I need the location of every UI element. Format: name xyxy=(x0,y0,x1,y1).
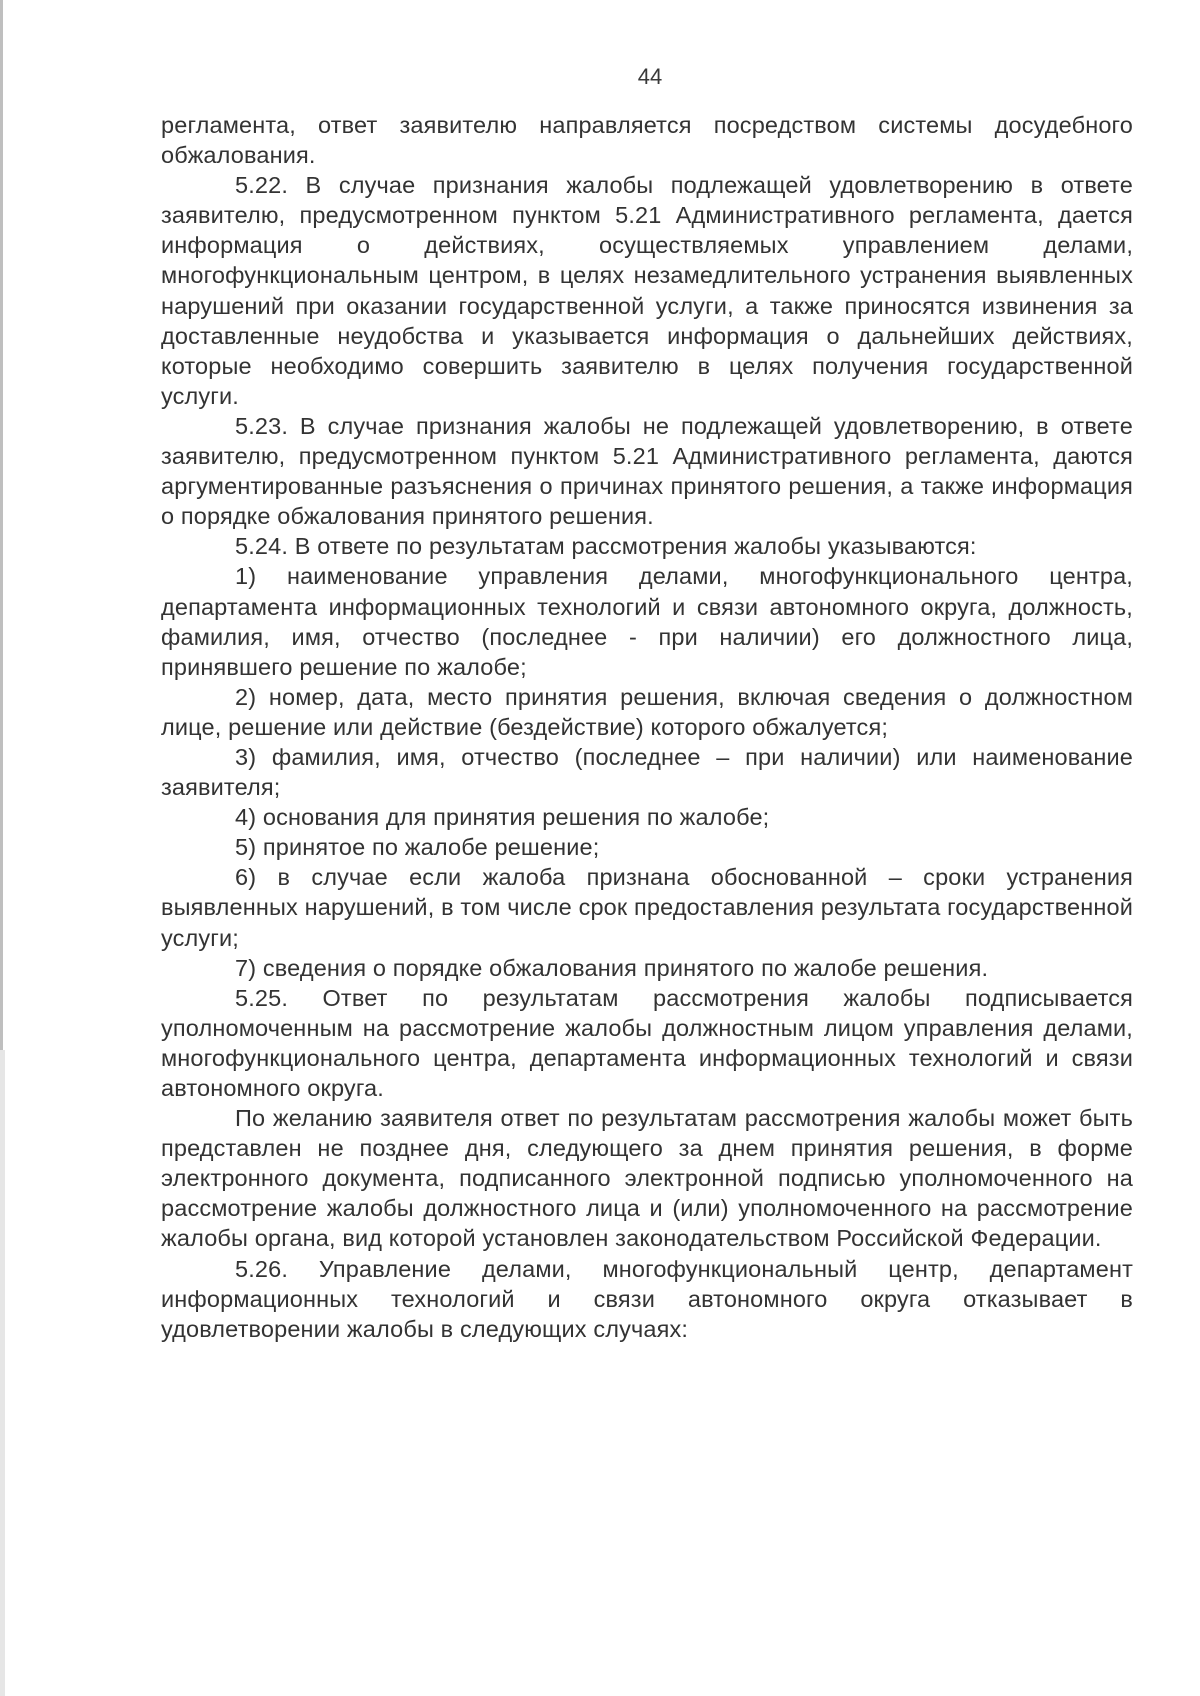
list-item-7: 7) сведения о порядке обжалования принятого по жалобе решения. xyxy=(235,954,989,981)
list-item-6: 6) в случае если жалоба признана обоснованной – сроки устранения выявленных нарушений, в том числе срок предоставления результата государственной услуги; xyxy=(161,864,1133,951)
left-edge-shadow xyxy=(0,1050,5,1696)
paragraph-5-23: 5.23. В случае признания жалобы не подлежащей удовлетворению, в ответе заявителю, предусмотренном пунктом 5.21 Административного регламента, даются аргументированные разъяснения о причинах принятого решения, а также информация о порядке обжалования принятого решения. xyxy=(161,412,1133,530)
paragraph-5-25: 5.25. Ответ по результатам рассмотрения жалобы подписывается уполномоченным на рассмотрение жалобы должностным лицом управления делами, многофункционального центра, департамента информационных технологий и связи автономного округа. xyxy=(161,984,1133,1101)
paragraph-electronic-answer: По желанию заявителя ответ по результатам рассмотрения жалобы может быть представлен не позднее дня, следующего за днем принятия решения, в форме электронного документа, подписанного электронной подписью уполномоченного на рассмотрение жалобы должностного лица и (или) уполномоченного на рассмотрение жалобы органа, вид которой установлен законодательством Российской Федерации. xyxy=(161,1105,1133,1252)
paragraph-5-24: 5.24. В ответе по результатам рассмотрения жалобы указываются: xyxy=(235,533,977,560)
list-item-1: 1) наименование управления делами, многофункционального центра, департамента информационных технологий и связи автономного округа, должность, фамилия, имя, отчество (последнее - при наличии) его должностного лица, принявшего решение по жалобе; xyxy=(161,563,1133,680)
list-item-5: 5) принятое по жалобе решение; xyxy=(235,834,600,861)
document-body xyxy=(161,110,1133,1344)
paragraph-5-26: 5.26. Управление делами, многофункциональный центр, департамент информационных технологий и связи автономного округа отказывает в удовлетворении жалобы в следующих случаях: xyxy=(161,1255,1133,1342)
page-number: 44 xyxy=(637,64,663,89)
list-item-4: 4) основания для принятия решения по жалобе; xyxy=(235,804,770,831)
paragraph-continuation: регламента, ответ заявителю направляется посредством системы досудебного обжалования. xyxy=(161,112,1133,169)
paragraph-5-22: 5.22. В случае признания жалобы подлежащей удовлетворению в ответе заявителю, предусмотренном пунктом 5.21 Административного регламента, дается информация о действиях, осуществляемых управлением делами, многофункциональным центром, в целях незамедлительного устранения выявленных нарушений при оказании государственной услуги, а также приносятся извинения за доставленные неудобства и указывается информация о дальнейших действиях, которые необходимо совершить заявителю в целях получения государственной услуги. xyxy=(161,172,1133,409)
list-item-3: 3) фамилия, имя, отчество (последнее – при наличии) или наименование заявителя; xyxy=(161,743,1133,801)
list-item-2: 2) номер, дата, место принятия решения, включая сведения о должностном лице, решение или действие (бездействие) которого обжалуется; xyxy=(161,683,1133,740)
